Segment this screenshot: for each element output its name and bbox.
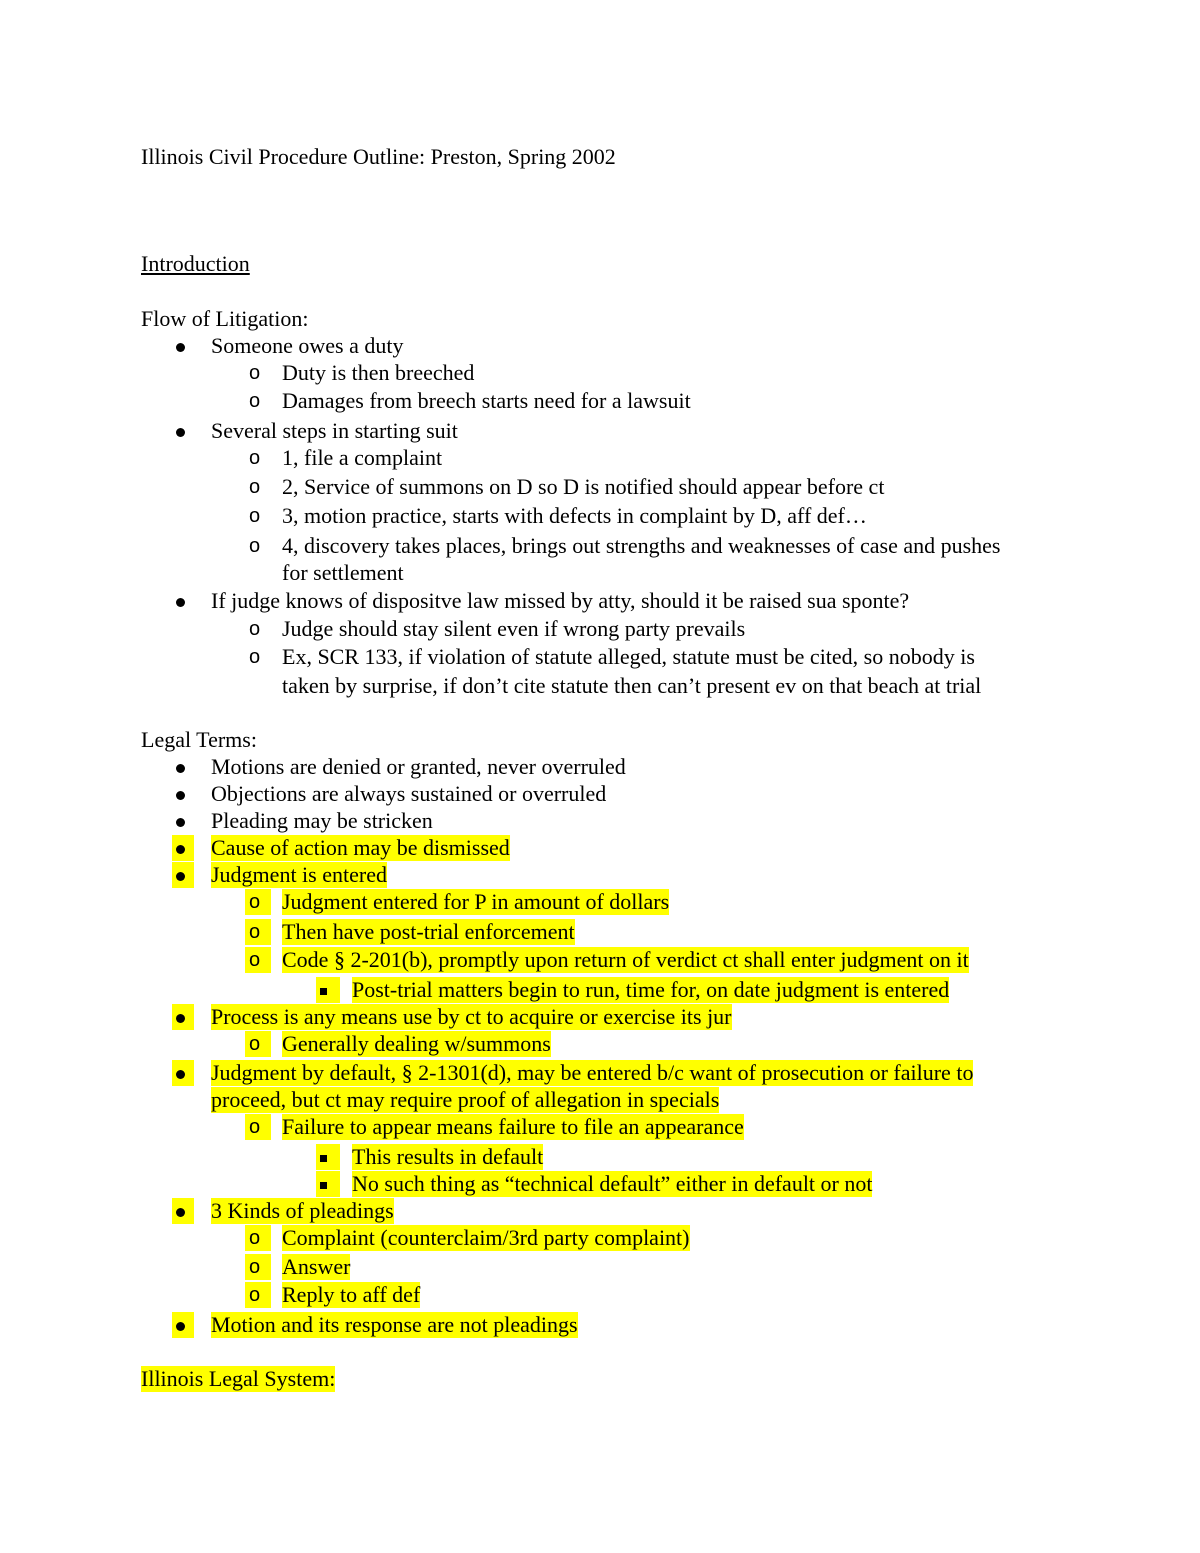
- bullet-dot-icon: [176, 418, 185, 444]
- list-item-continuation: taken by surprise, if don’t cite statute then can’t present ev on that beach at trial: [282, 673, 982, 698]
- list-item: Several steps in starting suit: [211, 418, 458, 443]
- list-item-highlighted: Generally dealing w/summons: [282, 1031, 551, 1056]
- list-item-continuation: for settlement: [282, 560, 404, 585]
- bullet-circle-icon: o: [245, 1114, 271, 1140]
- list-item-highlighted: Post-trial matters begin to run, time for, on date judgment is entered: [352, 977, 950, 1002]
- list-item: 4, discovery takes places, brings out strengths and weaknesses of case and pushes: [282, 533, 1001, 558]
- list-item-highlighted: This results in default: [352, 1144, 544, 1169]
- list-item-highlighted: Reply to aff def: [282, 1282, 421, 1307]
- list-item: Motions are denied or granted, never overruled: [211, 754, 626, 779]
- section-heading-illinois-legal-system: Illinois Legal System:: [141, 1366, 336, 1391]
- bullet-dot-icon: [176, 333, 185, 359]
- list-item-highlighted: Motion and its response are not pleadings: [211, 1312, 578, 1337]
- list-item-continuation: proceed, but ct may require proof of allegation in specials: [211, 1087, 720, 1112]
- bullet-circle-icon: o: [249, 362, 261, 384]
- bullet-circle-icon: o: [245, 1282, 271, 1308]
- bullet-circle-icon: o: [245, 1254, 271, 1280]
- terms-heading: Legal Terms:: [141, 727, 257, 752]
- bullet-circle-icon: o: [249, 618, 261, 640]
- bullet-square-icon: [316, 1144, 340, 1170]
- list-item-highlighted: Judgment is entered: [211, 862, 387, 887]
- list-item: Judge should stay silent even if wrong party prevails: [282, 616, 746, 641]
- bullet-circle-icon: o: [245, 1031, 271, 1057]
- bullet-dot-icon: [172, 862, 194, 888]
- bullet-square-icon: [316, 977, 340, 1003]
- section-heading-introduction: Introduction: [141, 251, 250, 276]
- bullet-circle-icon: o: [249, 476, 261, 498]
- bullet-dot-icon: [176, 808, 185, 834]
- bullet-circle-icon: o: [249, 535, 261, 557]
- bullet-square-icon: [316, 1171, 340, 1197]
- bullet-dot-icon: [172, 1198, 194, 1224]
- list-item: Objections are always sustained or overruled: [211, 781, 607, 806]
- bullet-circle-icon: o: [245, 1225, 271, 1251]
- bullet-dot-icon: [172, 1312, 194, 1338]
- list-item: Duty is then breeched: [282, 360, 475, 385]
- list-item: Pleading may be stricken: [211, 808, 433, 833]
- list-item-highlighted: No such thing as “technical default” either in default or not: [352, 1171, 873, 1196]
- list-item-highlighted: Then have post-trial enforcement: [282, 919, 575, 944]
- list-item: Damages from breech starts need for a lawsuit: [282, 388, 691, 413]
- list-item: 1, file a complaint: [282, 445, 443, 470]
- bullet-circle-icon: o: [249, 646, 261, 668]
- bullet-dot-icon: [176, 781, 185, 807]
- document-title: Illinois Civil Procedure Outline: Preston, Spring 2002: [141, 144, 616, 169]
- list-item: If judge knows of dispositve law missed by atty, should it be raised sua sponte?: [211, 588, 910, 613]
- bullet-circle-icon: o: [249, 505, 261, 527]
- bullet-dot-icon: [172, 1060, 194, 1086]
- bullet-circle-icon: o: [245, 889, 271, 915]
- list-item-highlighted: Process is any means use by ct to acquire or exercise its jur: [211, 1004, 732, 1029]
- list-item-highlighted: Code § 2-201(b), promptly upon return of verdict ct shall enter judgment on it: [282, 947, 969, 972]
- bullet-circle-icon: o: [249, 390, 261, 412]
- list-item-highlighted: Complaint (counterclaim/3rd party complaint): [282, 1225, 690, 1250]
- bullet-dot-icon: [176, 588, 185, 614]
- bullet-dot-icon: [172, 1004, 194, 1030]
- list-item-highlighted: Judgment by default, § 2-1301(d), may be entered b/c want of prosecution or failure to: [211, 1060, 974, 1085]
- list-item: 3, motion practice, starts with defects in complaint by D, aff def…: [282, 503, 867, 528]
- flow-heading: Flow of Litigation:: [141, 306, 309, 331]
- list-item-highlighted: Judgment entered for P in amount of dollars: [282, 889, 670, 914]
- list-item-highlighted: Answer: [282, 1254, 351, 1279]
- bullet-circle-icon: o: [249, 447, 261, 469]
- list-item: Ex, SCR 133, if violation of statute alleged, statute must be cited, so nobody is: [282, 644, 975, 669]
- bullet-circle-icon: o: [245, 947, 271, 973]
- list-item-highlighted: Failure to appear means failure to file an appearance: [282, 1114, 744, 1139]
- bullet-circle-icon: o: [245, 919, 271, 945]
- bullet-dot-icon: [176, 754, 185, 780]
- list-item-highlighted: 3 Kinds of pleadings: [211, 1198, 394, 1223]
- list-item-highlighted: Cause of action may be dismissed: [211, 835, 510, 860]
- list-item: 2, Service of summons on D so D is notified should appear before ct: [282, 474, 885, 499]
- list-item: Someone owes a duty: [211, 333, 404, 358]
- bullet-dot-icon: [172, 835, 194, 861]
